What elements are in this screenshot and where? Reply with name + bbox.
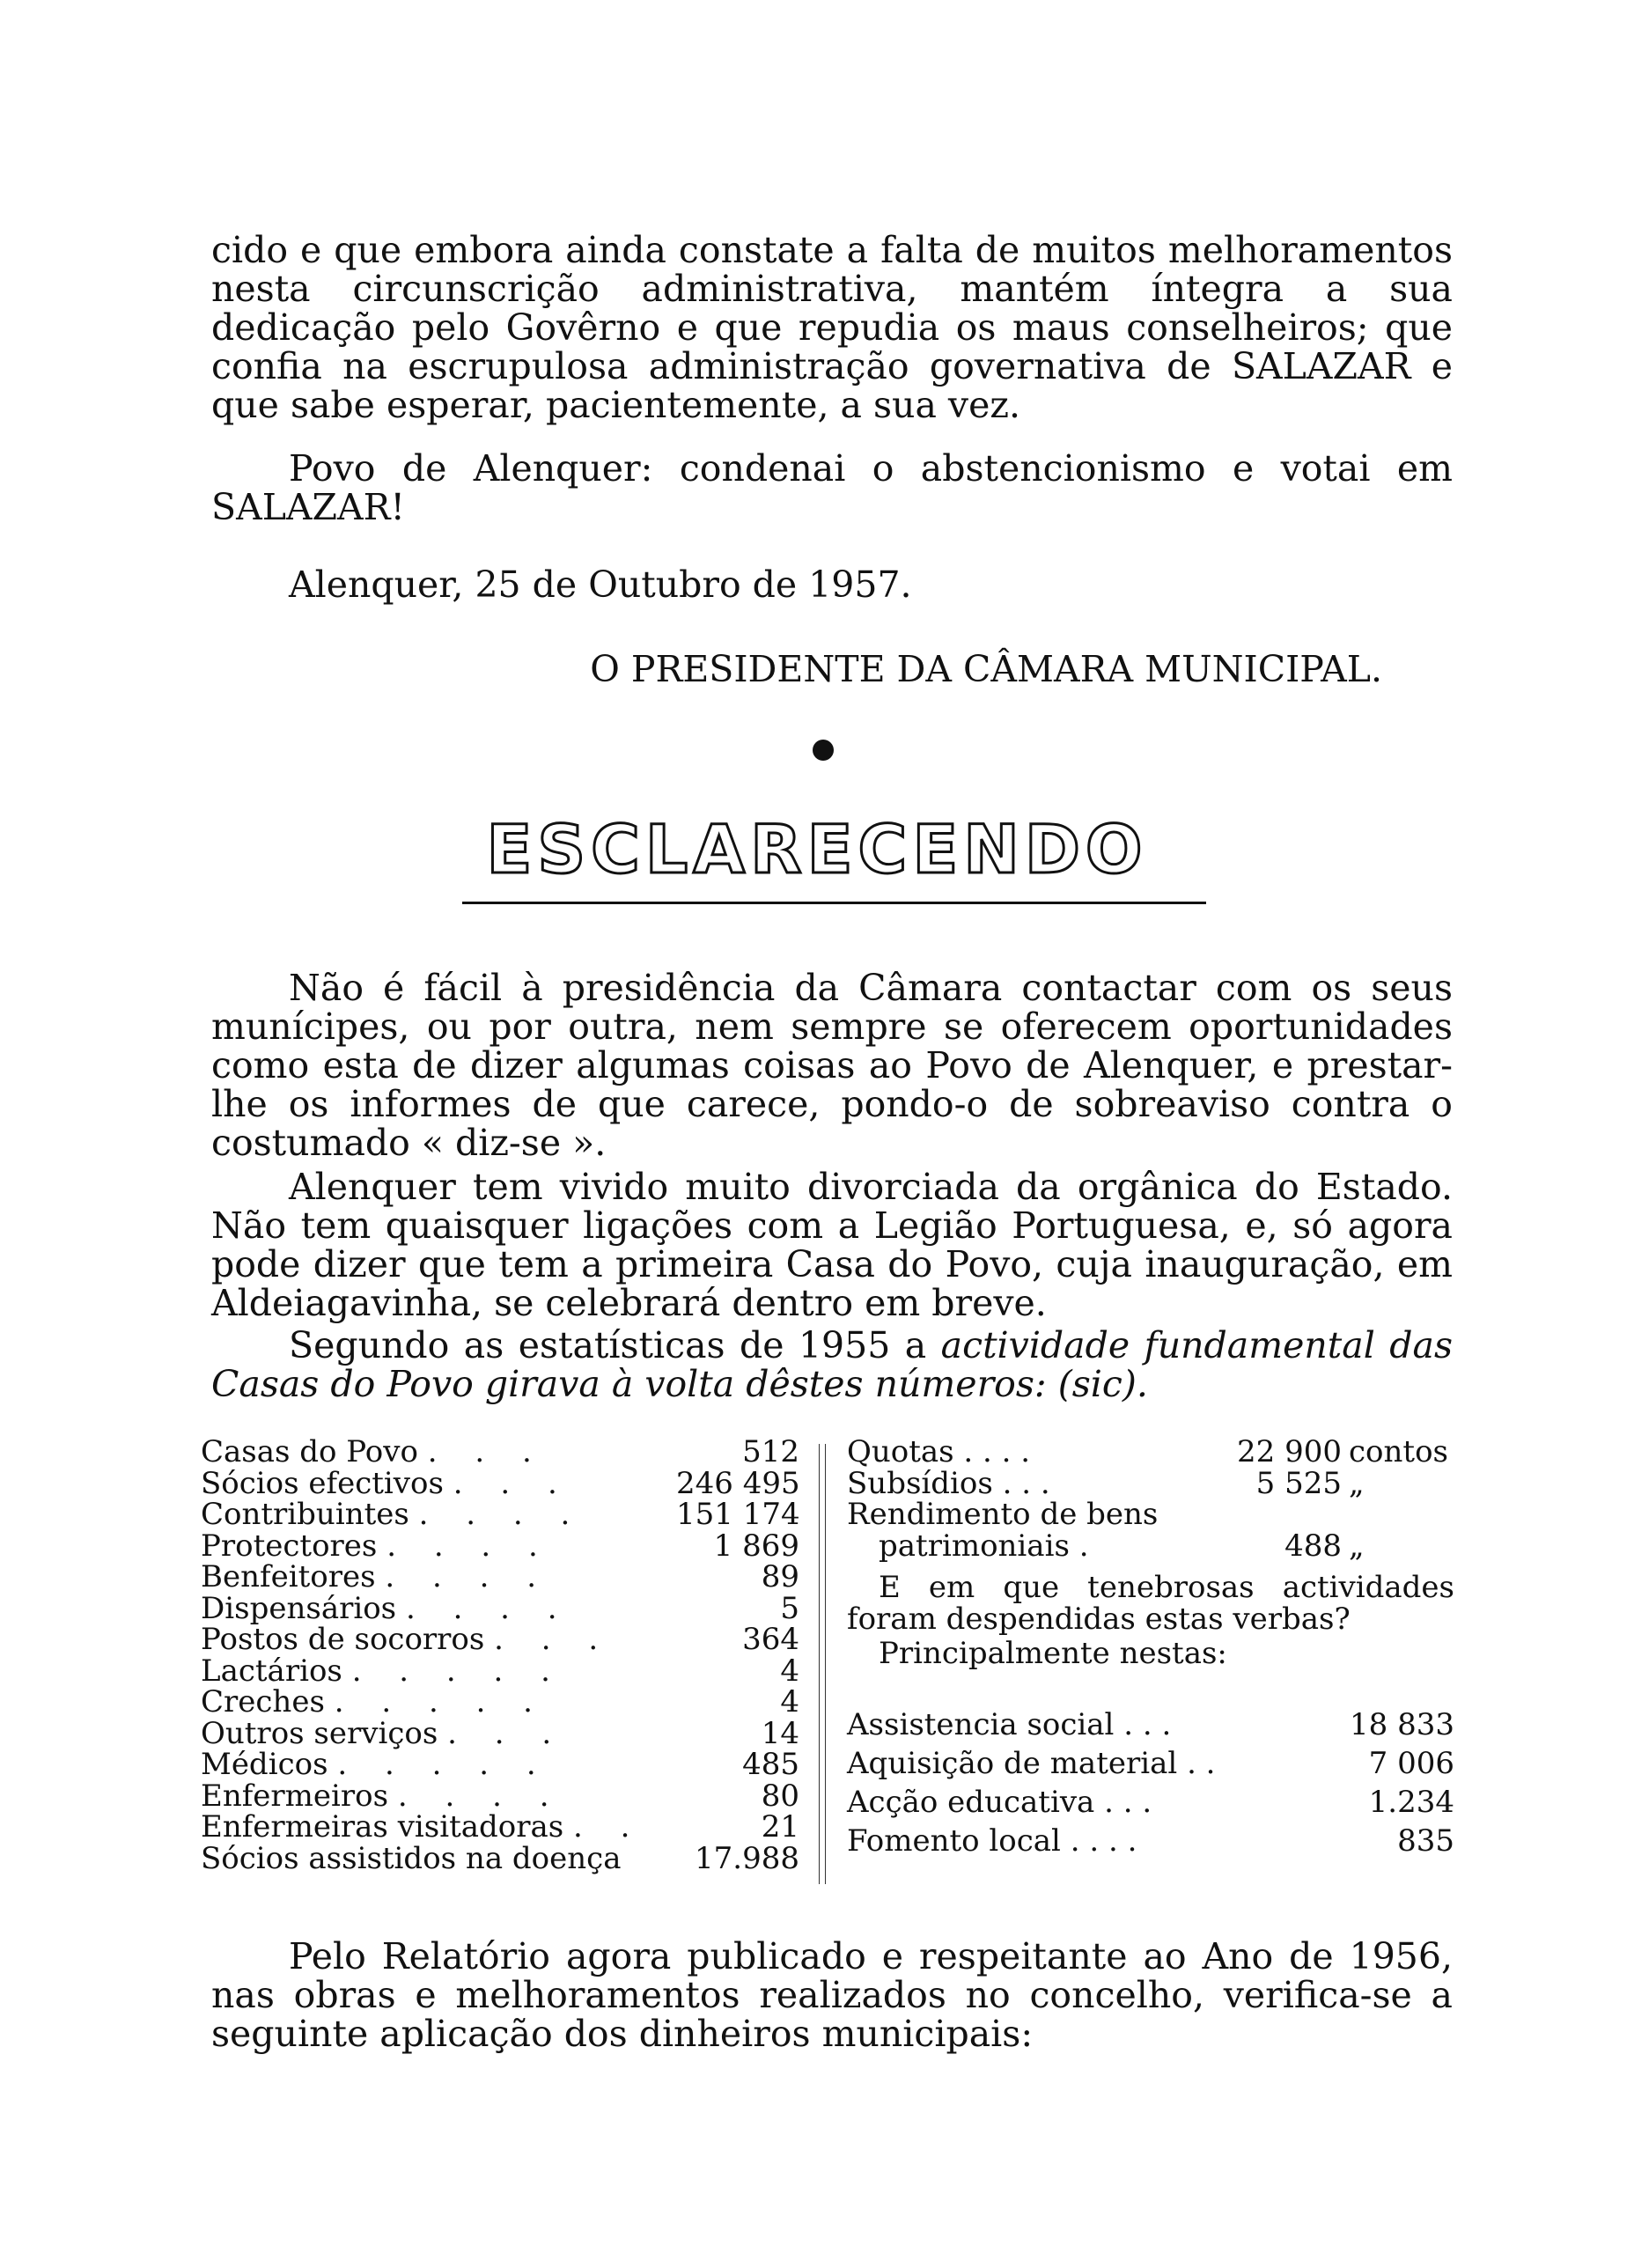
stat-label: Lactários — [201, 1655, 342, 1687]
receipt-unit — [1342, 1499, 1454, 1531]
stat-value: 364 — [742, 1622, 799, 1657]
stat-label: Enfermeiros — [201, 1780, 389, 1812]
receipt-unit: „ — [1349, 1465, 1365, 1501]
expense-row — [847, 1783, 1454, 1822]
stat-dots: . . . . — [386, 1530, 552, 1562]
expense-value: 1.234 — [1368, 1784, 1454, 1820]
intro-paragraph: cido e que embora ainda constate a falta de muitos melhoramentos nesta circunscrição administrativa, mantém íntegra a sua dedicação pelo Govêrno e que repudia os maus conselheiros; que confia na escrupulosa administração governativa de SALAZAR e que sabe esperar, pacientemente, a sua vez. — [211, 229, 1453, 426]
paragraph-2: Alenquer tem vivido muito divorciada da orgânica do Estado. Não tem quaisquer ligações com a Legião Portuguesa, e, só agora pode dizer que tem a primeira Casa do Povo, cuja inauguração, em Aldeiagavinha, se celebrará dentro em breve. — [211, 1166, 1453, 1324]
stat-label: Creches — [201, 1687, 325, 1719]
stat-dots: . . . — [427, 1437, 546, 1469]
stat-row — [201, 1434, 799, 1469]
dateline: Alenquer, 25 de Outubro de 1957. — [289, 563, 912, 606]
stat-row — [201, 1749, 799, 1781]
stat-value: 21 — [761, 1809, 799, 1845]
stat-label: Postos de socorros — [201, 1624, 485, 1656]
stat-row — [201, 1840, 799, 1876]
stat-label: Dispensários — [201, 1593, 397, 1624]
stat-value: 4 — [780, 1653, 799, 1689]
stat-label: Sócios assistidos na doença — [201, 1843, 622, 1874]
stat-value: 4 — [780, 1684, 799, 1719]
stat-label: Médicos — [201, 1749, 328, 1781]
stat-value: 151 174 — [676, 1497, 800, 1532]
stat-row — [201, 1809, 799, 1845]
column-divider — [819, 1444, 826, 1884]
receipt-label: patrimoniais . — [879, 1528, 1089, 1564]
receipt-value: 5 525 — [1255, 1465, 1342, 1501]
receipt-row — [847, 1434, 1454, 1469]
right-intro: Principalmente nestas: — [879, 1636, 1227, 1671]
stat-dots: . . . — [494, 1624, 613, 1656]
heading-underline — [462, 902, 1206, 904]
paragraph-3 — [211, 1326, 1453, 1403]
stat-row — [201, 1590, 799, 1626]
receipt-unit: contos — [1349, 1434, 1448, 1469]
receipt-row — [847, 1499, 1454, 1531]
expense-value: 7 006 — [1368, 1745, 1454, 1781]
section-bullet — [813, 740, 834, 761]
expense-row — [847, 1822, 1454, 1860]
stat-row — [201, 1778, 799, 1814]
stat-label: Sócios efectivos — [201, 1468, 444, 1499]
receipt-value — [1210, 1499, 1342, 1531]
stat-dots: . . . . — [405, 1593, 571, 1624]
receipt-value: 22 900 — [1237, 1434, 1342, 1469]
receipt-row — [847, 1528, 1454, 1564]
stat-dots: . . . . — [397, 1780, 563, 1812]
stat-dots: . . . — [447, 1718, 566, 1749]
expense-value: 18 833 — [1350, 1706, 1454, 1742]
expense-label: Aquisição de material . . — [847, 1745, 1216, 1781]
stat-value: 246 495 — [676, 1465, 800, 1501]
stat-value: 512 — [742, 1434, 799, 1469]
stat-row — [201, 1624, 799, 1656]
stat-label: Casas do Povo — [201, 1437, 418, 1469]
right-question: E em que tenebrosas actividades foram despendidas estas verbas? — [847, 1570, 1454, 1637]
signature: O PRESIDENTE DA CÂMARA MUNICIPAL. — [590, 648, 1382, 690]
expense-row — [847, 1705, 1454, 1744]
expense-label: Assistencia social . . . — [847, 1706, 1172, 1742]
stat-row — [201, 1559, 799, 1594]
stat-value: 485 — [742, 1747, 799, 1782]
expense-label: Fomento local . . . . — [847, 1822, 1137, 1859]
stat-row — [201, 1528, 799, 1564]
stat-dots: . . . . . — [337, 1749, 550, 1781]
stat-value: 80 — [761, 1778, 799, 1814]
stat-row — [201, 1499, 799, 1531]
expense-row — [847, 1744, 1454, 1783]
stat-value: 89 — [761, 1559, 799, 1594]
stat-value: 14 — [761, 1715, 799, 1751]
stat-dots: . . . . — [385, 1562, 551, 1594]
stat-row — [201, 1715, 799, 1751]
stat-value: 17.988 — [695, 1840, 799, 1876]
stat-label: Contribuintes — [201, 1499, 409, 1531]
stat-label: Protectores — [201, 1530, 378, 1562]
stat-value: 1 869 — [713, 1528, 799, 1564]
stat-label: Outros serviços — [201, 1718, 438, 1749]
stat-dots: . . . — [453, 1468, 571, 1499]
receipt-row — [847, 1465, 1454, 1501]
receipt-label: Rendimento de bens — [847, 1497, 1159, 1532]
appeal-paragraph: Povo de Alenquer: condenai o abstencionismo e votai em SALAZAR! — [211, 447, 1453, 528]
closing-paragraph: Pelo Relatório agora publicado e respeitante ao Ano de 1956, nas obras e melhoramentos realizados no concelho, verifica-se a seguinte aplicação dos dinheiros municipais: — [211, 1935, 1453, 2055]
paragraph-3-italic: actividade fundamental das Casas do Povo girava à volta dêstes números: (sic). — [211, 1324, 1453, 1405]
stat-value: 5 — [780, 1590, 799, 1626]
expense-value: 835 — [1397, 1822, 1454, 1859]
stat-row — [201, 1684, 799, 1719]
stat-dots: . . . . . — [334, 1687, 547, 1719]
receipt-label: Quotas . . . . — [847, 1434, 1031, 1469]
stat-dots: . . — [573, 1812, 644, 1844]
stat-dots: . . . . . — [351, 1655, 564, 1687]
stat-dots: . . . . — [418, 1499, 585, 1531]
casas-do-povo-stats — [201, 1434, 800, 1876]
stat-row — [201, 1653, 799, 1689]
receipt-value: 488 — [1284, 1528, 1342, 1564]
paragraph-1: Não é fácil à presidência da Câmara contactar com os seus munícipes, ou por outra, nem sempre se oferecem oportunidades como esta de dizer algumas coisas ao Povo de Alenquer, e prestar-lhe os informes de que carece, pondo-o de sobreaviso contra o costumado « diz-se ». — [211, 967, 1453, 1164]
expenses-list — [847, 1705, 1454, 1860]
paragraph-3-lead: Segundo as estatísticas de 1955 a — [289, 1324, 927, 1366]
receipts-and-expenses — [847, 1434, 1454, 1860]
stat-label: Enfermeiras visitadoras — [201, 1812, 564, 1844]
receipt-unit: „ — [1349, 1528, 1365, 1564]
section-heading: ESCLARECENDO — [486, 810, 1148, 888]
receipt-label: Subsídios . . . — [847, 1465, 1050, 1501]
expense-label: Acção educativa . . . — [847, 1784, 1152, 1820]
stat-row — [201, 1465, 800, 1501]
stat-label: Benfeitores — [201, 1562, 376, 1594]
